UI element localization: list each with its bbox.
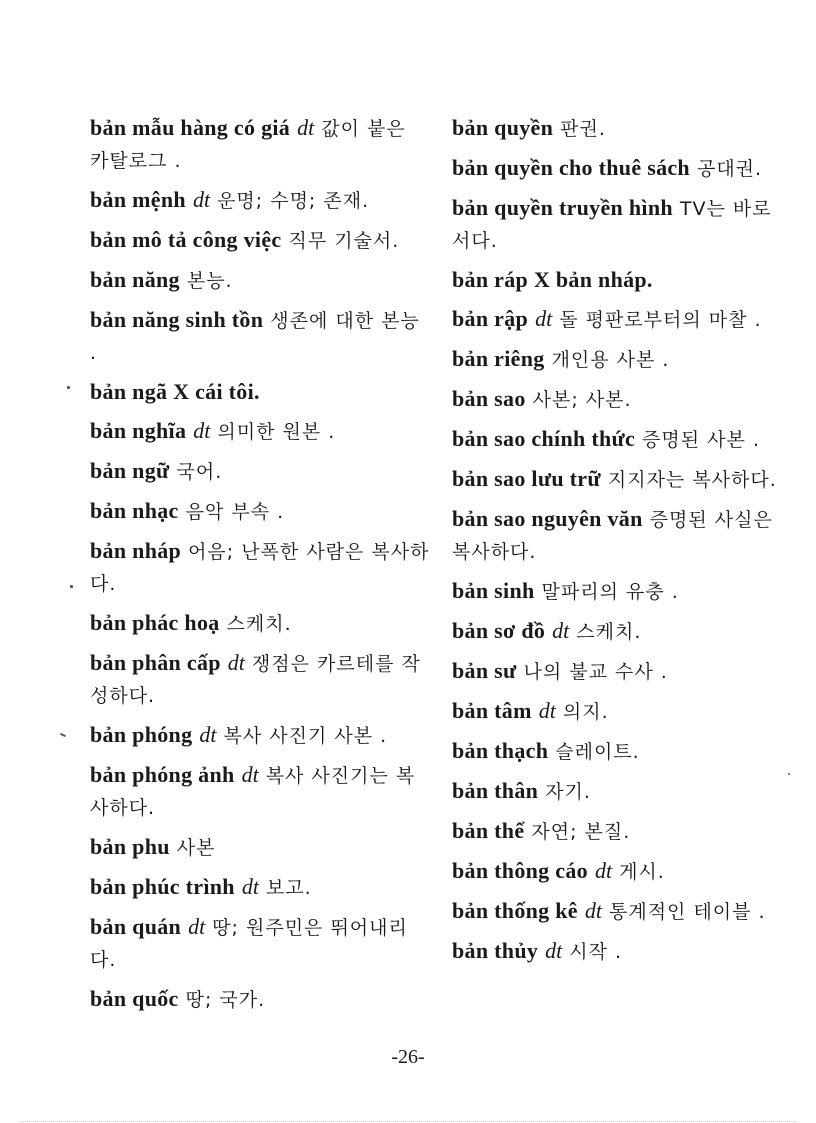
scan-speck [67,386,70,389]
entry-definition: 말파리의 유충 . [541,581,679,603]
dictionary-entry [90,535,430,600]
entry-definition: 복사 사진기는 복사하다. [90,765,416,819]
dictionary-entry [452,343,797,376]
entry-definition: 값이 붙은 카탈로그 . [90,118,406,172]
entry-definition: 판권. [560,118,606,140]
entry-definition: 스케치. [226,613,292,635]
entry-headword: bản thể [452,818,525,843]
entry-headword: bản ngã X cái tôi. [90,379,260,404]
dictionary-entry [452,575,797,608]
entry-definition: 통계적인 테이블 . [609,901,766,923]
entry-definition: 음악 부속 . [185,501,285,523]
dictionary-entry [452,152,797,185]
entry-definition: 국어. [176,461,223,483]
entry-definition: 개인용 사본 . [551,349,670,371]
dictionary-entry [90,911,430,976]
entry-headword: bản nghĩa [90,418,187,443]
entry-definition: 돌 평판로부터의 마찰 . [559,309,762,331]
entry-definition: 지지자는 복사하다. [607,469,777,491]
page-number: -26- [391,1046,425,1068]
entry-definition: 공대권. [696,158,763,180]
entry-headword: bản mô tả công việc [90,227,282,252]
entry-headword: bản sư [452,658,517,683]
entry-part-of-speech: dt [552,618,570,643]
dictionary-entry [452,463,797,496]
left-column [90,112,430,1023]
dictionary-entry [90,455,430,488]
dictionary-entry [452,855,797,888]
entry-headword: bản sao nguyên văn [452,506,643,531]
dictionary-entry [452,383,797,416]
entry-headword: bản thống kê [452,898,578,923]
entry-definition: 직무 기술서. [288,230,400,252]
entry-part-of-speech: dt [594,858,613,883]
entry-definition: 나의 불교 수사 . [523,661,668,683]
entry-part-of-speech: dt [297,115,315,140]
dictionary-entry [90,376,430,408]
entry-part-of-speech: dt [241,762,259,787]
dictionary-entry [452,503,797,568]
entry-headword: bản quyền truyền hình [452,195,673,220]
entry-headword: bản sinh [452,578,535,603]
dictionary-entry [452,655,797,688]
entry-definition: 의미한 원본 . [217,421,336,443]
entry-headword: bản mệnh [90,187,186,212]
entry-headword: bản thông cáo [452,858,588,883]
entry-headword: bản rập [452,306,529,331]
dictionary-entry [452,615,797,648]
entry-definition: 운명; 수명; 존재. [217,190,370,212]
entry-headword: bản ráp X bản nháp. [452,267,653,292]
dictionary-entry [90,415,430,448]
entry-definition: 생존에 대한 본능 . [90,310,420,364]
entry-headword: bản nháp [90,538,182,563]
entry-definition: 쟁점은 카르테를 작성하다. [90,653,421,707]
dictionary-entry [90,495,430,528]
entry-headword: bản phóng [90,722,193,747]
entry-definition: 게시. [619,861,665,883]
entry-definition: 의지. [562,701,609,723]
entry-definition: 증명된 사실은 복사하다. [452,509,773,563]
dictionary-entry [452,264,797,296]
dictionary-entry [90,607,430,640]
dictionary-entry [90,264,430,297]
entry-definition: 시작 . [569,941,623,963]
entry-part-of-speech: dt [535,306,553,331]
entry-definition: 어음; 난폭한 사람은 복사하다. [90,541,430,595]
entry-headword: bản năng sinh tồn [90,307,264,332]
entry-headword: bản sao [452,386,526,411]
entry-definition: 사본 [176,837,216,859]
entry-headword: bản quyền [452,115,554,140]
dictionary-entry [452,935,797,968]
entry-headword: bản quán [90,914,182,939]
dictionary-entry [90,112,430,177]
dictionary-entry [90,983,430,1016]
dictionary-entry [452,695,797,728]
dictionary-entry [90,871,430,904]
entry-headword: bản phân cấp [90,650,221,675]
entry-headword: bản nhạc [90,498,179,523]
dictionary-entry [90,831,430,864]
entry-definition: 본능. [186,270,233,292]
entry-part-of-speech: dt [545,938,563,963]
entry-headword: bản quyền cho thuê sách [452,155,690,180]
dictionary-entry [452,423,797,456]
entry-definition: 자연; 본질. [531,821,631,843]
dictionary-entry [90,647,430,712]
entry-headword: bản ngữ [90,458,170,483]
entry-definition: TV는 바로 서다. [452,198,772,252]
entry-part-of-speech: dt [584,898,602,923]
entry-headword: bản thủy [452,938,539,963]
entry-part-of-speech: dt [538,698,556,723]
entry-definition: 복사 사진기 사본 . [223,725,388,747]
dictionary-entry [90,759,430,824]
entry-definition: 스케치. [576,621,642,643]
entry-headword: bản sao chính thức [452,426,636,451]
entry-part-of-speech: dt [192,187,211,212]
entry-part-of-speech: dt [241,874,259,899]
entry-headword: bản phúc trình [90,874,235,899]
dictionary-entry [90,719,430,752]
entry-definition: 사본; 사본. [532,389,632,411]
dictionary-entry [452,815,797,848]
entry-definition: 자기. [545,781,591,803]
entry-definition: 증명된 사본 . [642,429,760,451]
entry-definition: 슬레이트. [555,741,640,763]
entry-part-of-speech: dt [193,418,211,443]
scan-speck [70,585,73,588]
dictionary-entry [452,112,797,145]
entry-headword: bản sơ đồ [452,618,546,643]
entry-headword: bản mẫu hàng có giá [90,115,291,140]
dictionary-entry [90,184,430,217]
dictionary-entry [452,735,797,768]
right-column [452,112,797,975]
entry-headword: bản phác hoạ [90,610,220,635]
entry-headword: bản thạch [452,738,549,763]
scan-speck [788,773,790,775]
entry-part-of-speech: dt [188,914,206,939]
entry-headword: bản quốc [90,986,179,1011]
entry-definition: 보고. [265,877,312,899]
scan-speck [60,733,66,737]
dictionary-entry [452,303,797,336]
entry-headword: bản phóng ảnh [90,762,235,787]
entry-definition: 땅; 국가. [185,989,266,1011]
dictionary-entry [90,304,430,369]
entry-part-of-speech: dt [227,650,245,675]
entry-headword: bản năng [90,267,180,292]
entry-headword: bản tâm [452,698,532,723]
entry-headword: bản sao lưu trữ [452,466,601,491]
entry-part-of-speech: dt [199,722,217,747]
entry-definition: 땅; 원주민은 뛰어내리다. [90,917,408,971]
entry-headword: bản riêng [452,346,545,371]
dictionary-entry [452,775,797,808]
dictionary-entry [452,895,797,928]
entry-headword: bản thân [452,778,539,803]
dictionary-entry [452,192,797,257]
dictionary-entry [90,224,430,257]
entry-headword: bản phu [90,834,170,859]
